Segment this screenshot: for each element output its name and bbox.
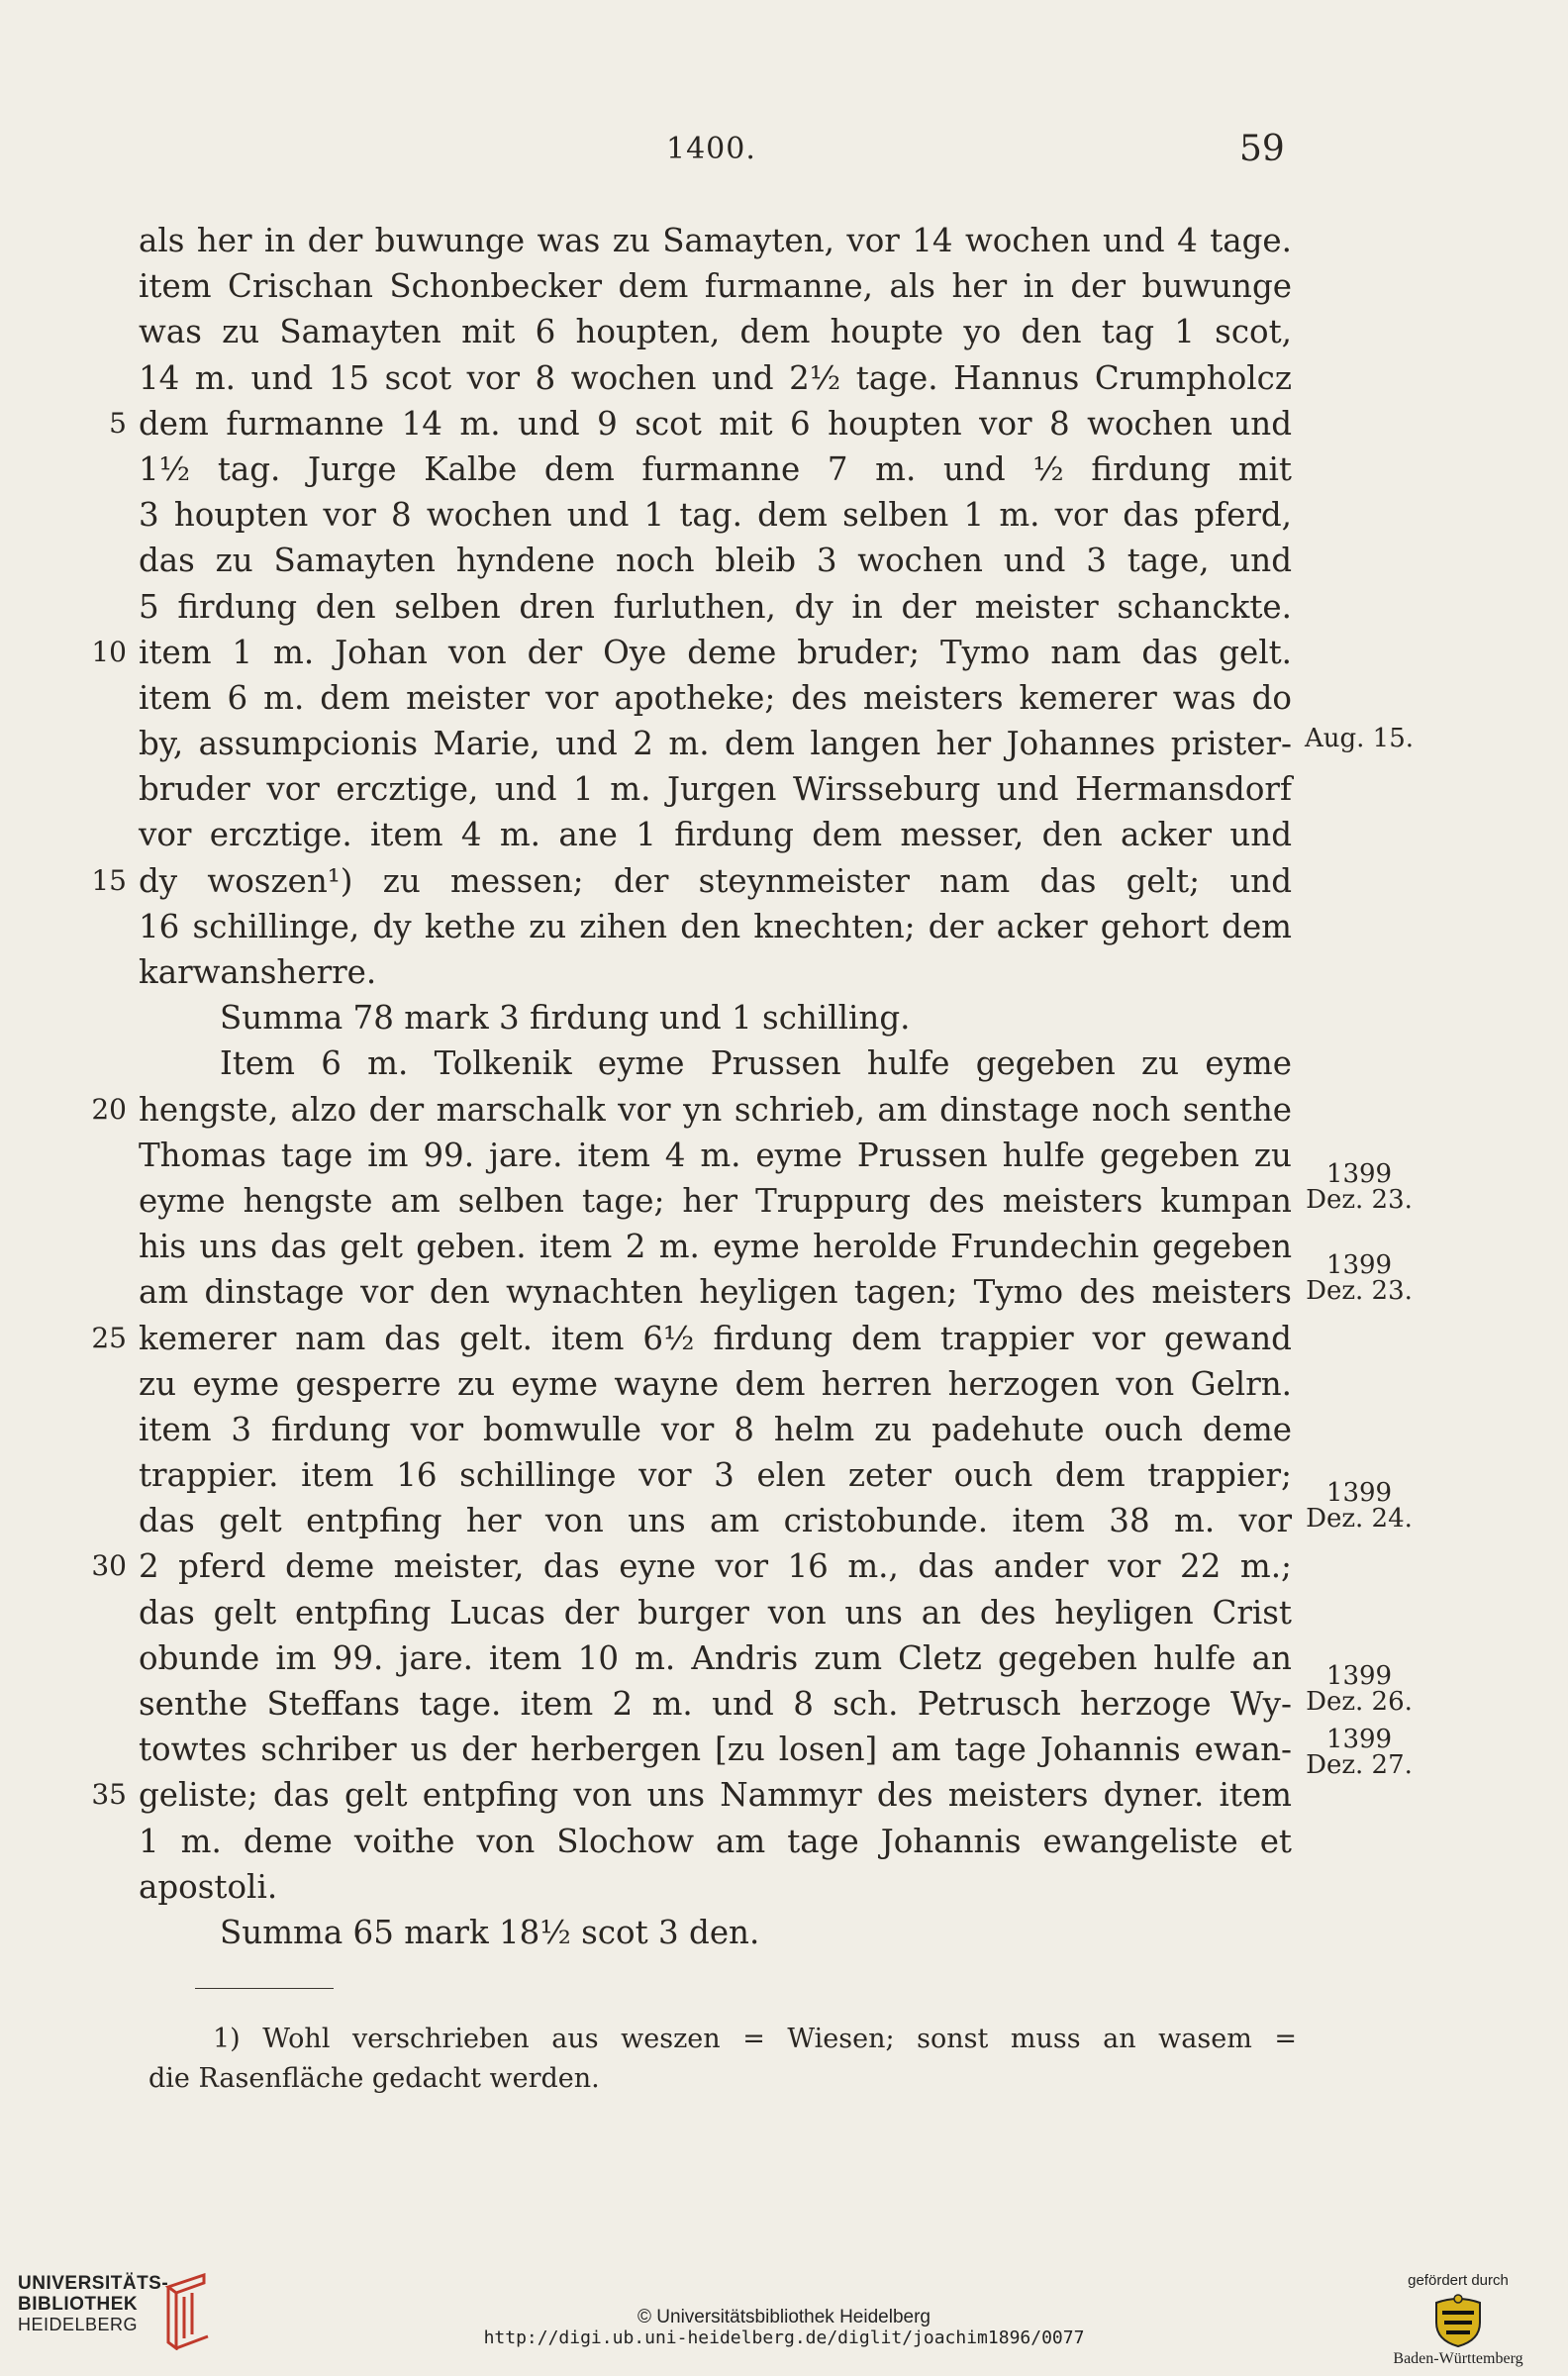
footnote — [148, 2020, 1297, 2099]
line-text: obunde im 99. jare. item 10 m. Andris zum Cletz gegeben hulfe an — [139, 1638, 1292, 1677]
line-text: hengste, alzo der marschalk vor yn schrieb, am dinstage noch senthe — [139, 1090, 1292, 1129]
line-text: trappier. item 16 schillinge vor 3 elen zeter ouch dem trappier; — [139, 1456, 1292, 1495]
line-number: 35 — [91, 1778, 127, 1812]
text-line — [139, 995, 1292, 1040]
text-line — [139, 1407, 1292, 1452]
margin-date: Dez. 23. — [1306, 1276, 1413, 1306]
margin-date-note — [1300, 1727, 1419, 1778]
text-line — [139, 218, 1292, 263]
line-text: item 1 m. Johan von der Oye deme bruder; Tymo nam das gelt. — [139, 633, 1292, 671]
text-line — [139, 1498, 1292, 1543]
margin-date-note — [1300, 1252, 1419, 1304]
text-line — [139, 721, 1292, 766]
footnote-rule — [195, 1988, 334, 1989]
funded-by-label: gefördert durch — [1408, 2272, 1509, 2289]
text-line — [139, 355, 1292, 401]
line-number: 10 — [91, 635, 127, 668]
margin-date-note — [1300, 1663, 1419, 1715]
text-line — [139, 1361, 1292, 1407]
text-line — [91, 1543, 1292, 1589]
text-line — [139, 446, 1292, 492]
text-line — [139, 1178, 1292, 1224]
text-line — [139, 1040, 1292, 1086]
line-text: kemerer nam das gelt. item 6½ firdung dem trappier vor gewand — [139, 1319, 1292, 1357]
margin-year: 1399 — [1325, 1725, 1393, 1754]
text-line — [91, 1772, 1292, 1818]
library-name-line: UNIVERSITÄTS- — [18, 2273, 169, 2294]
text-line — [91, 1087, 1292, 1133]
text-line — [139, 1133, 1292, 1178]
line-text: das zu Samayten hyndene noch bleib 3 wochen und 3 tage, und — [139, 542, 1292, 580]
line-text: dem furmanne 14 m. und 9 scot mit 6 houpten vor 8 wochen und — [139, 404, 1292, 443]
text-line — [139, 584, 1292, 630]
margin-date-note — [1300, 726, 1419, 751]
text-line — [91, 630, 1292, 675]
library-name-line: BIBLIOTHEK — [18, 2294, 139, 2315]
line-text: 3 houpten vor 8 wochen und 1 tag. dem selben 1 m. vor das pferd, — [139, 496, 1292, 535]
line-text: his uns das gelt geben. item 2 m. eyme herolde Frundechin gegeben — [139, 1228, 1292, 1266]
source-url-link[interactable]: http://digi.ub.uni-heidelberg.de/diglit/joachim1896/0077 — [483, 2327, 1085, 2348]
line-text: 5 firdung den selben dren furluthen, dy in der meister schanckte. — [139, 587, 1292, 626]
text-line — [139, 1681, 1292, 1727]
line-text: Summa 78 mark 3 firdung und 1 schilling. — [220, 999, 911, 1038]
line-text: geliste; das gelt entpfing von uns Nammyr des meisters dyner. item — [139, 1776, 1292, 1815]
text-line — [139, 309, 1292, 354]
line-number: 30 — [91, 1549, 127, 1583]
library-name-line: HEIDELBERG — [18, 2315, 139, 2334]
margin-date: Aug. 15. — [1304, 724, 1415, 753]
state-name: Baden-Württemberg — [1393, 2350, 1523, 2367]
text-line — [139, 538, 1292, 583]
margin-date-note — [1300, 1480, 1419, 1532]
line-number: 15 — [91, 863, 127, 897]
text-line — [139, 492, 1292, 538]
margin-year: 1399 — [1325, 1250, 1393, 1280]
line-text: 2 pferd deme meister, das eyne vor 16 m., das ander vor 22 m.; — [139, 1547, 1292, 1586]
text-line — [139, 1819, 1292, 1864]
text-line — [139, 904, 1292, 949]
line-text: bruder vor ercztige, und 1 m. Jurgen Wirsseburg und Hermansdorf — [139, 770, 1292, 809]
line-text: item Crischan Schonbecker dem furmanne, als her in der buwunge — [139, 267, 1292, 306]
text-line — [139, 1864, 1292, 1910]
line-text: als her in der buwunge was zu Samayten, vor 14 wochen und 4 tage. — [139, 222, 1292, 259]
line-text: karwansherre. — [139, 953, 377, 991]
line-number: 20 — [91, 1092, 127, 1126]
line-text: dy woszen¹) zu messen; der steynmeister nam das gelt; und — [139, 861, 1292, 900]
text-line — [139, 1224, 1292, 1269]
text-line — [139, 1910, 1292, 1955]
line-text: das gelt entpfing Lucas der burger von uns an des heyligen Crist — [139, 1593, 1292, 1632]
line-text: 16 schillinge, dy kethe zu zihen den knechten; der acker gehort dem — [139, 907, 1292, 945]
margin-date: Dez. 24. — [1306, 1504, 1413, 1534]
line-number: 25 — [91, 1321, 127, 1354]
line-text: eyme hengste am selben tage; her Truppurg des meisters kumpan — [139, 1181, 1292, 1220]
margin-year: 1399 — [1325, 1661, 1393, 1691]
margin-date: Dez. 26. — [1306, 1687, 1413, 1717]
line-text: apostoli. — [139, 1867, 278, 1906]
footer-credit — [0, 2308, 1568, 2349]
line-text: zu eyme gesperre zu eyme wayne dem herren herzogen von Gelrn. — [139, 1364, 1292, 1403]
funding-credit — [1384, 2272, 1532, 2368]
running-head: 1400. — [666, 132, 756, 166]
line-text: 1½ tag. Jurge Kalbe dem furmanne 7 m. und ½ firdung mit — [139, 449, 1292, 488]
text-line — [139, 812, 1292, 857]
text-line — [91, 1316, 1292, 1361]
line-text: senthe Steffans tage. item 2 m. und 8 sch. Petrusch herzoge Wy- — [139, 1685, 1292, 1723]
line-text: das gelt entpfing her von uns am cristobunde. item 38 m. vor — [139, 1502, 1292, 1540]
copyright-text: © Universitätsbibliothek Heidelberg — [637, 2307, 931, 2327]
line-text: vor ercztige. item 4 m. ane 1 firdung dem messer, den acker und — [139, 816, 1292, 854]
margin-date-note — [1300, 1161, 1419, 1213]
text-line — [139, 949, 1292, 995]
text-line — [139, 1635, 1292, 1681]
coat-of-arms-icon — [1428, 2293, 1488, 2348]
footnote-line: 1) Wohl verschrieben aus weszen = Wiesen; sonst muss an wasem = — [213, 2024, 1297, 2054]
line-text: Summa 65 mark 18½ scot 3 den. — [220, 1913, 760, 1951]
line-text: Thomas tage im 99. jare. item 4 m. eyme Prussen hulfe gegeben zu — [139, 1136, 1292, 1174]
footnote-line: die Rasenfläche gedacht werden. — [148, 2063, 600, 2094]
margin-date: Dez. 27. — [1306, 1750, 1413, 1780]
text-line — [139, 1727, 1292, 1772]
text-line — [139, 1269, 1292, 1315]
line-text: was zu Samayten mit 6 houpten, dem houpte yo den tag 1 scot, — [139, 313, 1292, 351]
text-line — [139, 263, 1292, 309]
text-line — [139, 1590, 1292, 1635]
body-text — [91, 218, 1292, 1955]
line-text: item 3 firdung vor bomwulle vor 8 helm zu padehute ouch deme — [139, 1410, 1292, 1448]
page-number: 59 — [1239, 129, 1285, 169]
margin-date: Dez. 23. — [1306, 1185, 1413, 1215]
text-line — [139, 766, 1292, 812]
line-text: Item 6 m. Tolkenik eyme Prussen hulfe gegeben zu eyme — [220, 1044, 1292, 1083]
margin-year: 1399 — [1325, 1478, 1393, 1508]
line-text: 14 m. und 15 scot vor 8 wochen und 2½ tage. Hannus Crumpholcz — [139, 358, 1292, 397]
text-line — [139, 1452, 1292, 1498]
line-number: 5 — [109, 406, 127, 440]
text-line — [91, 858, 1292, 904]
line-text: item 6 m. dem meister vor apotheke; des meisters kemerer was do — [139, 678, 1292, 717]
line-text: towtes schriber us der herbergen [zu losen] am tage Johannis ewan- — [139, 1731, 1292, 1769]
text-line — [139, 675, 1292, 721]
line-text: am dinstage vor den wynachten heyligen tagen; Tymo des meisters — [139, 1273, 1292, 1312]
margin-year: 1399 — [1325, 1159, 1393, 1189]
text-line — [109, 401, 1292, 446]
line-text: 1 m. deme voithe von Slochow am tage Johannis ewangeliste et — [139, 1822, 1292, 1860]
line-text: by, assumpcionis Marie, und 2 m. dem langen her Johannes prister- — [139, 725, 1292, 763]
